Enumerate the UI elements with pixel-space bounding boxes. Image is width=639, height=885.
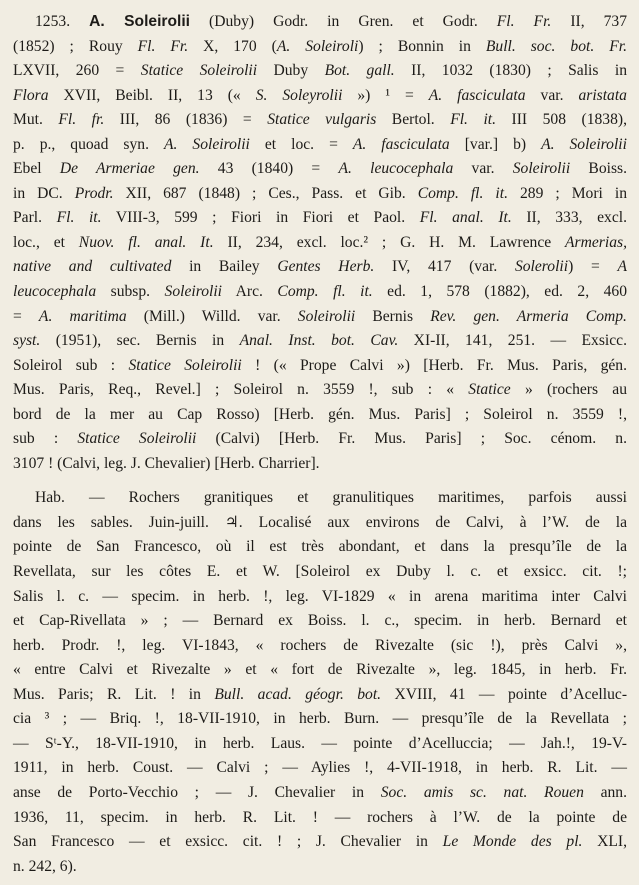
- text-run: San Francesco — et exsicc. cit. ! ; J. Chevalier in: [13, 833, 443, 851]
- text-run: (Calvi) [Herb. Fr. Mus. Paris] ; Soc. cénom. n.: [196, 430, 627, 448]
- habitat-line: [13, 511, 627, 536]
- text-run: Hab. — Rochers granitiques et granulitiques maritimes, parfois aussi: [35, 489, 627, 507]
- text-run: Duby: [257, 62, 325, 80]
- entry-line: [13, 403, 627, 428]
- italic-citation: A. maritima: [38, 307, 127, 325]
- italic-citation: A. fasciculata: [352, 135, 450, 153]
- italic-citation: Statice: [468, 381, 511, 399]
- italic-citation: Nuov. fl. anal. It.: [78, 233, 214, 251]
- entry-line: [13, 280, 627, 305]
- taxon-name: A. Soleirolii: [89, 13, 191, 30]
- text-run: (1951), sec. Bernis in: [40, 332, 240, 350]
- italic-citation: Soleirolii: [297, 307, 356, 325]
- text-run: II, 234, excl. loc.² ; G. H. M. Lawrence: [213, 233, 566, 251]
- text-run: 3107 ! (Calvi, leg. J. Chevalier) [Herb. Charrier].: [13, 454, 320, 472]
- italic-citation: Bull. soc. bot. Fr.: [485, 37, 627, 55]
- text-run: loc., et: [13, 233, 79, 251]
- text-run: Mut.: [13, 111, 59, 129]
- text-run: n. 242, 6).: [13, 857, 77, 875]
- text-run: ) ; Bonnin in: [358, 37, 486, 55]
- italic-citation: Fl. Fr.: [496, 13, 552, 30]
- italic-citation: Armerias,: [565, 233, 627, 251]
- habitat-line: [13, 634, 627, 659]
- habitat-line: [13, 486, 627, 511]
- entry-line: [13, 255, 627, 280]
- text-run: II, 737: [551, 13, 628, 30]
- text-run: XI-II, 141, 251. — Exsicc.: [398, 332, 627, 350]
- italic-citation: Comp. fl. it.: [277, 283, 373, 301]
- italic-citation: Fl. Fr.: [137, 37, 189, 55]
- italic-citation: A. Soleirolii: [541, 135, 627, 153]
- text-run: II, 1032 (1830) ; Salis in: [394, 62, 627, 80]
- habitat-line: [13, 560, 627, 585]
- entry-line: [13, 305, 627, 330]
- italic-citation: Soleirolii: [164, 283, 223, 301]
- text-run: 1253.: [35, 13, 90, 30]
- text-run: cia ³ ; — Briq. !, 18-VII-1910, in herb. Burn. — presqu’île de la Revellata ;: [13, 710, 627, 728]
- italic-citation: syst.: [13, 332, 41, 350]
- italic-citation: Bot. gall.: [324, 62, 395, 80]
- text-run: (1852) ; Rouy: [13, 37, 138, 55]
- text-run: Parl.: [13, 209, 57, 227]
- habitat-line: [13, 781, 627, 806]
- habitat-line: [13, 830, 627, 855]
- text-run: et loc. =: [249, 135, 353, 153]
- italic-citation: Soleirolii: [512, 160, 571, 178]
- entry-line: [13, 10, 627, 35]
- habitat-line: [13, 658, 627, 683]
- entry-line: [13, 206, 627, 231]
- italic-citation: A. fasciculata: [428, 86, 526, 104]
- text-run: 1936, 11, specim. in herb. R. Lit. ! — rochers à l’W. de la pointe de: [13, 808, 627, 826]
- text-run: Soleirol sub :: [13, 356, 129, 374]
- text-run: Ebel: [13, 160, 60, 178]
- entry-line: [13, 231, 627, 256]
- text-run: herb. Prodr. !, leg. VI-1843, « rochers de Rivezalte (sic !), près Calvi »,: [13, 636, 627, 654]
- italic-citation: De Armeriae gen.: [59, 160, 200, 178]
- text-run: dans les sables. Juin-juill. ♃. Localisé aux environs de Calvi, à l’W. de la: [13, 513, 627, 531]
- text-run: 1911, in herb. Coust. — Calvi ; — Aylies !, 4-VII-1918, in herb. R. Lit. —: [13, 759, 627, 777]
- text-run: « entre Calvi et Rivezalte » et « fort de Rivezalte », leg. 1845, in herb. Fr.: [13, 661, 627, 679]
- habitat-line: [13, 855, 627, 880]
- italic-citation: Anal. Inst. bot. Cav.: [239, 332, 399, 350]
- text-run: in DC.: [13, 184, 75, 202]
- entry-line: [13, 378, 627, 403]
- italic-citation: Statice vulgaris: [267, 111, 377, 129]
- text-run: var.: [453, 160, 513, 178]
- italic-citation: Prodr.: [74, 184, 114, 202]
- text-run: et Cap-Rivellata » ; — Bernard ex Boiss. l. c., specim. in herb. Bernard et: [13, 612, 627, 630]
- italic-citation: A. Soleirolii: [163, 135, 250, 153]
- text-run: Mus. Paris; R. Lit. ! in: [13, 685, 215, 703]
- habitat-line: [13, 806, 627, 831]
- text-run: Arc.: [222, 283, 278, 301]
- entry-line: [13, 329, 627, 354]
- italic-citation: aristata: [578, 86, 627, 104]
- text-run: subsp.: [96, 283, 165, 301]
- text-run: Salis l. c. — specim. in herb. !, leg. VI-1829 « in arena maritima inter Calvi: [13, 587, 627, 605]
- text-run: (Duby) Godr. in Gren. et Godr.: [190, 13, 497, 30]
- text-run: ann.: [583, 783, 627, 801]
- text-run: II, 333, excl.: [511, 209, 628, 227]
- habitat-line: [13, 585, 627, 610]
- text-run: » (rochers au: [510, 381, 627, 399]
- text-run: Boiss.: [570, 160, 627, 178]
- text-run: III, 86 (1836) =: [104, 111, 268, 129]
- entry-line: [13, 133, 627, 158]
- italic-citation: Fl. fr.: [58, 111, 105, 129]
- text-run: Bernis: [355, 307, 431, 325]
- text-run: (Mill.) Willd. var.: [126, 307, 298, 325]
- italic-citation: Statice Soleirolii: [140, 62, 258, 80]
- text-run: XVIII, 41 — pointe d’Acelluc-: [381, 685, 628, 703]
- text-run: LXVII, 260 =: [13, 62, 141, 80]
- text-run: VIII-3, 599 ; Fiori in Fiori et Paol.: [101, 209, 420, 227]
- text-run: III 508 (1838),: [496, 111, 627, 129]
- italic-citation: Fl. anal. It.: [419, 209, 512, 227]
- italic-citation: Flora: [13, 86, 49, 104]
- italic-citation: Fl. it.: [450, 111, 497, 129]
- text-run: XLI,: [582, 833, 628, 851]
- entry-line: [13, 157, 627, 182]
- text-run: IV, 417 (var.: [374, 258, 515, 276]
- italic-citation: S. Soleyrolii: [255, 86, 343, 104]
- italic-citation: Bull. acad. géogr. bot.: [214, 685, 382, 703]
- text-run: [var.] b): [449, 135, 542, 153]
- italic-citation: Comp. fl. it.: [417, 184, 508, 202]
- text-run: ) =: [568, 258, 618, 276]
- text-run: 289 ; Mori in: [507, 184, 628, 202]
- text-run: in Bailey: [171, 258, 278, 276]
- habitat-line: [13, 609, 627, 634]
- text-run: sub :: [13, 430, 78, 448]
- text-run: XVII, Beibl. II, 13 («: [48, 86, 256, 104]
- text-run: bord de la mer au Cap Rosso) [Herb. gén. Mus. Paris] ; Soleirol n. 3559 !,: [13, 405, 627, 423]
- text-run: ») ¹ =: [342, 86, 429, 104]
- italic-citation: Soc. amis sc. nat. Rouen: [380, 783, 584, 801]
- habitat-line: [13, 707, 627, 732]
- italic-citation: native and cultivated: [13, 258, 172, 276]
- italic-citation: Gentes Herb.: [277, 258, 375, 276]
- italic-citation: A. Soleiroli: [276, 37, 359, 55]
- italic-citation: Statice Soleirolii: [77, 430, 197, 448]
- entry-line: [13, 59, 627, 84]
- entry-line: [13, 182, 627, 207]
- habitat-line: [13, 535, 627, 560]
- italic-citation: A: [617, 258, 627, 276]
- habitat-line: [13, 732, 627, 757]
- habitat-line: [13, 756, 627, 781]
- entry-line: [13, 84, 627, 109]
- habitat-line: [13, 683, 627, 708]
- italic-citation: A. leucocephala: [338, 160, 454, 178]
- italic-citation: Solerolii: [514, 258, 569, 276]
- text-run: var.: [525, 86, 579, 104]
- text-run: XII, 687 (1848) ; Ces., Pass. et Gib.: [113, 184, 418, 202]
- italic-citation: Fl. it.: [56, 209, 102, 227]
- text-run: 43 (1840) =: [199, 160, 339, 178]
- text-run: =: [13, 307, 39, 325]
- text-run: pointe de San Francesco, où il est très abondant, et dans la presqu’île de la: [13, 538, 627, 556]
- text-run: Bertol.: [376, 111, 451, 129]
- text-run: Revellata, sur les côtes E. et W. [Soleirol ex Duby l. c. et exsicc. cit. !;: [13, 563, 627, 581]
- entry-line: [13, 108, 627, 133]
- italic-citation: Statice Soleirolii: [128, 356, 242, 374]
- entry-line: [13, 354, 627, 379]
- habitat-paragraph: [13, 486, 627, 879]
- text-run: ! (« Prope Calvi ») [Herb. Fr. Mus. Paris, gén.: [241, 356, 627, 374]
- italic-citation: Rev. gen. Armeria Comp.: [430, 307, 627, 325]
- italic-citation: Le Monde des pl.: [442, 833, 583, 851]
- entry-line: [13, 35, 627, 60]
- italic-citation: leucocephala: [13, 283, 97, 301]
- text-run: — Sᵗ-Y., 18-VII-1910, in herb. Laus. — pointe d’Acelluccia; — Jah.!, 19-V-: [13, 734, 627, 752]
- text-run: anse de Porto-Vecchio ; — J. Chevalier in: [13, 783, 381, 801]
- text-run: X, 170 (: [188, 37, 277, 55]
- taxon-entry: [13, 10, 627, 476]
- text-run: Mus. Paris, Req., Revel.] ; Soleirol n. 3559 !, sub : «: [13, 381, 469, 399]
- entry-line: [13, 452, 627, 477]
- text-run: ed. 1, 578 (1882), ed. 2, 460: [372, 283, 627, 301]
- entry-line: [13, 427, 627, 452]
- text-run: p. p., quoad syn.: [13, 135, 164, 153]
